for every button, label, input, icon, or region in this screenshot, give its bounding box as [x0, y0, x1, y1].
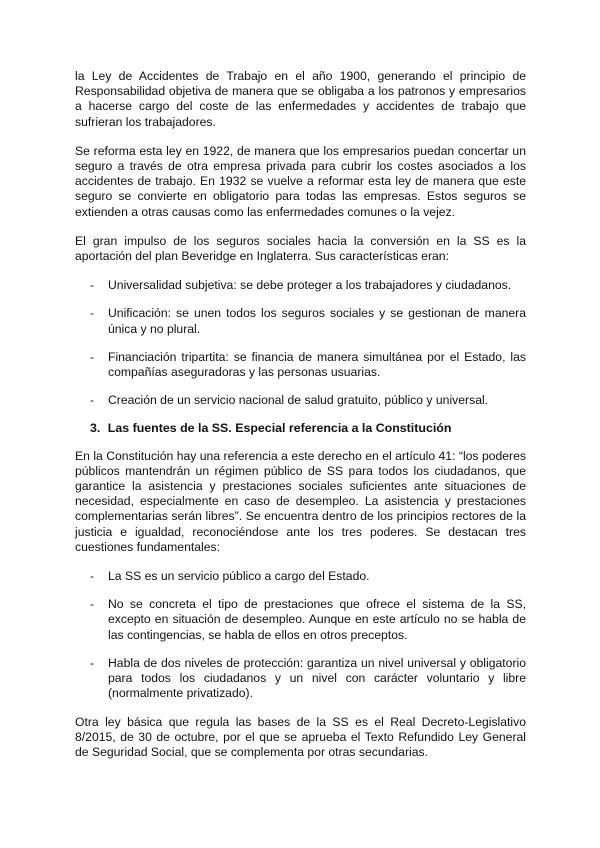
- dash-bullet: -: [90, 306, 95, 321]
- dash-bullet: -: [90, 278, 95, 293]
- dash-bullet: -: [90, 597, 95, 612]
- list-item: - La SS es un servicio público a cargo del Estado.: [90, 569, 370, 584]
- list-item: - Unificación: se unen todos los seguros sociales y se gestionan de manera única y no plural.: [90, 306, 526, 336]
- section-number: 3.: [90, 421, 101, 436]
- paragraph-reforma-1922: Se reforma esta ley en 1922, de manera que los empresarios puedan concertar un seguro a través de otra empresa privada para cubrir los costes asociados a los accidentes de trabajo. En 1932 se vuelve a reformar esta ley de manera que este seguro se convierte en obligatorio para todas las empresas. Estos seguros se extienden a otras causas como las enfermedades comunes o la vejez.: [75, 143, 526, 219]
- paragraph-constitucion-art41: En la Constitución hay una referencia a este derecho en el artículo 41: “los poderes públicos mantendrán un régimen público de SS para todos los ciudadanos, que garantice la asistencia y prestaciones sociales suficientes ante situaciones de necesidad, especialmente en caso de desempleo. La asistencia y prestaciones complementarias serán libres”. Se encuentra dentro de los principios rectores de la justicia e igualdad, reconociéndose ante los tres poderes. Se destacan tres cuestiones fundamentales:: [75, 448, 526, 554]
- paragraph-accidentes-1900: la Ley de Accidentes de Trabajo en el año 1900, generando el principio de Responsabilidad objetiva de manera que se obligaba a los patronos y empresarios a hacerse cargo del coste de las enfermedades y accidentes de trabajo que sufrieran los trabajadores.: [75, 69, 526, 129]
- document-page: [75, 69, 526, 774]
- dash-bullet: -: [90, 393, 95, 408]
- fundamental-issues-list: [75, 569, 526, 701]
- section-heading: [90, 421, 526, 436]
- list-item: - Creación de un servicio nacional de salud gratuito, público y universal.: [90, 393, 489, 408]
- list-item: - Financiación tripartita: se financia de manera simultánea por el Estado, las compañías aseguradoras y las personas usuarias.: [90, 349, 526, 380]
- dash-bullet: -: [90, 349, 95, 364]
- list-item: - Universalidad subjetiva: se debe proteger a los trabajadores y ciudadanos.: [90, 278, 512, 293]
- dash-bullet: -: [90, 569, 95, 584]
- section-title: Las fuentes de la SS. Especial referencia a la Constitución: [107, 421, 452, 436]
- dash-bullet: -: [90, 655, 95, 670]
- list-item: - No se concreta el tipo de prestaciones que ofrece el sistema de la SS, excepto en situación de desempleo. Aunque en este artículo no se habla de las contingencias, se habla de ellos en otros preceptos.: [90, 597, 526, 642]
- paragraph-real-decreto: Otra ley básica que regula las bases de la SS es el Real Decreto-Legislativo 8/2015, de 30 de octubre, por el que se aprueba el Texto Refundido Ley General de Seguridad Social, que se complementa por otras secundarias.: [75, 714, 526, 759]
- paragraph-plan-beveridge: El gran impulso de los seguros sociales hacia la conversión en la SS es la aportación del plan Beveridge en Inglaterra. Sus características eran:: [75, 233, 526, 264]
- beveridge-characteristics-list: [75, 278, 526, 408]
- list-item: - Habla de dos niveles de protección: garantiza un nivel universal y obligatorio para todos los ciudadanos y un nivel con carácter voluntario y libre (normalmente privatizado).: [90, 655, 526, 701]
